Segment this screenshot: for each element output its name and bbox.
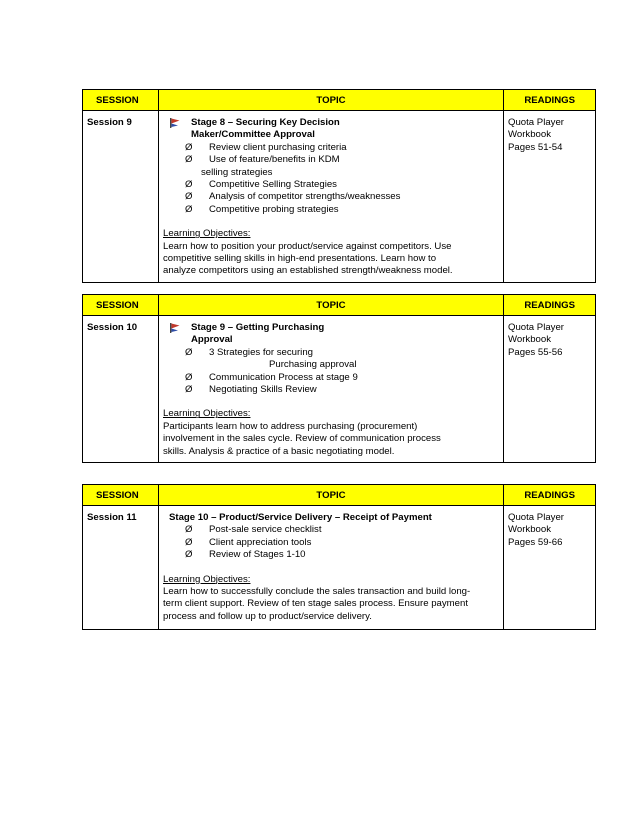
list-item: Ø Use of feature/benefits in KDM selling strategies (185, 154, 340, 178)
header-row (83, 295, 596, 316)
readings-cell: Quota Player Workbook Pages 55-56 (504, 316, 596, 463)
list-item: Ø Client appreciation tools (185, 536, 312, 548)
list-item: Ø Competitive probing strategies (185, 203, 339, 215)
objectives-heading: Learning Objectives: (163, 408, 251, 420)
flag-bullet-icon (169, 117, 181, 129)
session-table-9 (82, 89, 596, 283)
list-item: Ø Review of Stages 1-10 (185, 549, 306, 561)
readings-header: READINGS (504, 485, 596, 506)
session-header: SESSION (83, 295, 159, 316)
topic-list (185, 524, 497, 561)
list-item: Ø Communication Process at stage 9 (185, 371, 358, 383)
learning-objectives: Learning Objectives: Learn how to successfully conclude the sales transaction and build long- term client support. Review of ten stage sales process. Ensure payment process and follow up to product/service delivery. (163, 574, 497, 624)
objectives-heading: Learning Objectives: (163, 573, 251, 585)
list-item: Ø Negotiating Skills Review (185, 384, 317, 396)
session-table-11 (82, 484, 596, 630)
objectives-heading: Learning Objectives: (163, 228, 251, 240)
header-row (83, 485, 596, 506)
topic-cell (159, 506, 504, 630)
session-row (83, 506, 596, 630)
session-row (83, 111, 596, 283)
topic-list (185, 347, 497, 397)
learning-objectives: Learning Objectives: Learn how to position your product/service against competitors. Use competitive selling skills in high-end presentations. Learn how to analyze competitors using an established strength/weakness model. (163, 228, 497, 278)
session-table-10 (82, 294, 596, 463)
header-row (83, 90, 596, 111)
session-name: Session 10 (83, 316, 159, 463)
list-item: Ø Competitive Selling Strategies (185, 179, 337, 191)
topic-header: TOPIC (159, 295, 504, 316)
topic-header: TOPIC (159, 485, 504, 506)
list-item: Ø 3 Strategies for securing Purchasing approval (185, 346, 357, 371)
stage-title: Stage 9 – Getting Purchasing Approval (191, 322, 325, 346)
session-name: Session 11 (83, 506, 159, 630)
topic-list (185, 142, 497, 216)
session-row (83, 316, 596, 463)
list-item: Ø Analysis of competitor strengths/weaknesses (185, 191, 401, 203)
list-item: Ø Review client purchasing criteria (185, 141, 347, 153)
list-item: Ø Post-sale service checklist (185, 524, 322, 536)
topic-cell (159, 316, 504, 463)
topic-header: TOPIC (159, 90, 504, 111)
learning-objectives: Learning Objectives: Participants learn how to address purchasing (procurement) involvement in the sales cycle. Review of communication process skills. Analysis & practice of a basic negotiating model. (163, 408, 497, 458)
readings-cell: Quota Player Workbook Pages 59-66 (504, 506, 596, 630)
readings-header: READINGS (504, 90, 596, 111)
session-name: Session 9 (83, 111, 159, 283)
stage-title: Stage 10 – Product/Service Delivery – Receipt of Payment (169, 512, 432, 523)
topic-cell (159, 111, 504, 283)
session-header: SESSION (83, 90, 159, 111)
stage-title: Stage 8 – Securing Key Decision Maker/Committee Approval (191, 117, 340, 141)
readings-header: READINGS (504, 295, 596, 316)
flag-bullet-icon (169, 322, 181, 334)
readings-cell: Quota Player Workbook Pages 51-54 (504, 111, 596, 283)
session-header: SESSION (83, 485, 159, 506)
